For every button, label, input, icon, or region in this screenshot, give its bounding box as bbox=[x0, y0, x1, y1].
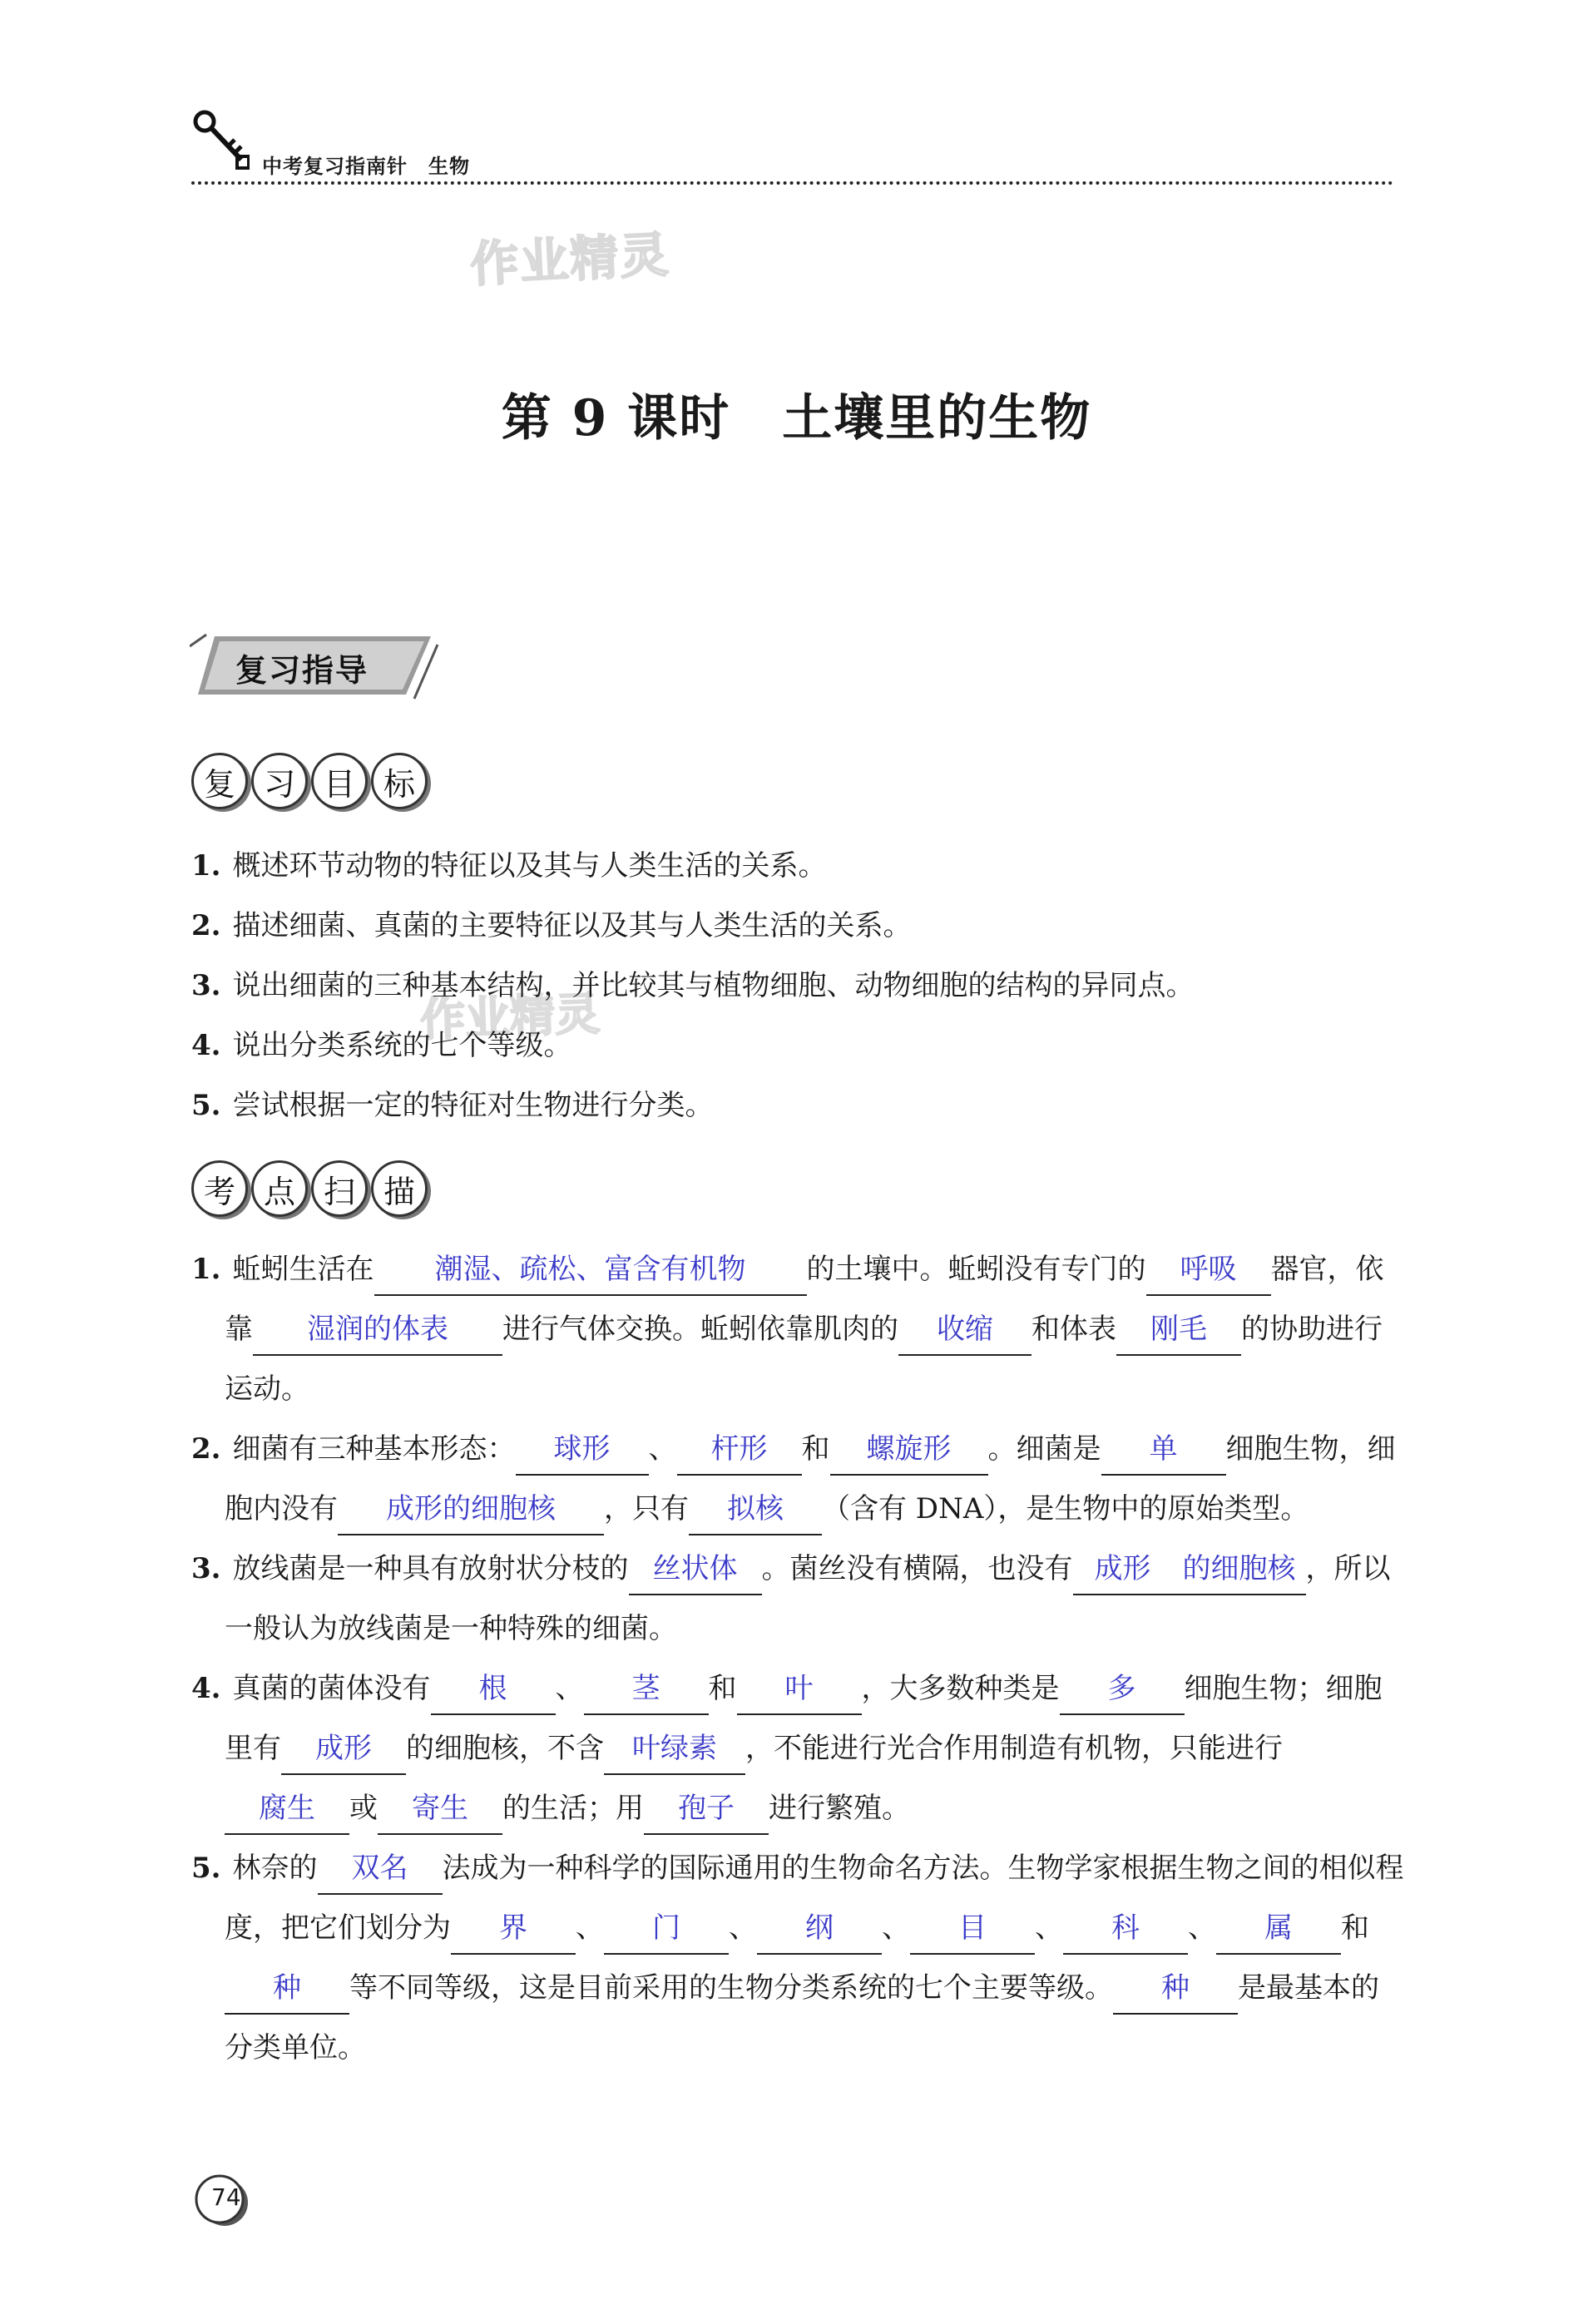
badge-label: 复习指导 bbox=[235, 652, 369, 689]
goals-heading bbox=[191, 753, 431, 819]
list-item: 4. 说出分类系统的七个等级。 bbox=[191, 1029, 572, 1062]
answer-blank: 拟核 bbox=[689, 1484, 822, 1535]
answer-blank: 螺旋形 bbox=[830, 1424, 988, 1476]
heading-char: 考 bbox=[191, 1160, 248, 1217]
scan-heading bbox=[191, 1160, 431, 1227]
page-header bbox=[191, 108, 1393, 183]
watermark: 作业精灵 bbox=[419, 987, 601, 1046]
heading-char: 目 bbox=[311, 753, 368, 809]
answer-blank: 茎 bbox=[584, 1664, 709, 1715]
answer-blank: 潮湿、疏松、富含有机物 bbox=[374, 1244, 807, 1296]
answer-blank: 寄生 bbox=[378, 1783, 502, 1835]
answer-blank: 多 bbox=[1060, 1664, 1185, 1715]
answer-blank: 目 bbox=[910, 1903, 1035, 1955]
heading-char: 复 bbox=[191, 753, 248, 809]
answer-blank: 科 bbox=[1063, 1903, 1188, 1955]
answer-blank: 球形 bbox=[516, 1424, 649, 1476]
answer-blank: 丝状体 bbox=[629, 1544, 762, 1595]
answer-blank: 呼吸 bbox=[1146, 1244, 1271, 1296]
section-badge bbox=[190, 628, 439, 703]
answer-blank: 根 bbox=[431, 1664, 556, 1715]
answer-blank: 种 bbox=[225, 1963, 349, 2015]
header-divider bbox=[191, 181, 1393, 185]
page-number: 74 bbox=[211, 2183, 241, 2211]
answer-blank: 单 bbox=[1101, 1424, 1226, 1476]
heading-char: 描 bbox=[371, 1160, 428, 1217]
answer-blank: 门 bbox=[604, 1903, 729, 1955]
answer-blank: 叶绿素 bbox=[604, 1723, 745, 1775]
lesson-title: 第 9 课时 土壤里的生物 bbox=[501, 389, 1092, 447]
question-1: 1. 蚯蚓生活在 潮湿、疏松、富含有机物 的土壤中。蚯蚓没有专门的 呼吸 器官，依靠 湿润的体表 进行气体交换。蚯蚓依靠肌肉的 收缩 和体表 刚毛 的协助进行运动。 bbox=[191, 1239, 1406, 1419]
answer-blank: 腐生 bbox=[225, 1783, 349, 1835]
list-item: 3. 说出细菌的三种基本结构，并比较其与植物细胞、动物细胞的结构的异同点。 bbox=[191, 969, 1195, 1002]
list-item: 5. 尝试根据一定的特征对生物进行分类。 bbox=[191, 1089, 714, 1122]
question-5: 5. 林奈的 双名 法成为一种科学的国际通用的生物命名方法。生物学家根据生物之间的相似程度，把它们划分为 界 、 门 、 纲 、 目 、 科 、 属 和种 等不同等级，这是目前采用的生物分类系统的七个主要等级。 种 是最基本的分类单位。 bbox=[191, 1838, 1406, 2078]
question-4: 4. 真菌的菌体没有 根 、 茎 和 叶 ，大多数种类是 多 细胞生物；细胞里有 成形 的细胞核，不含 叶绿素 ，不能进行光合作用制造有机物，只能进行腐生 或 寄生 的生活；用 孢子 进行繁殖。 bbox=[191, 1659, 1406, 1838]
answer-blank: 叶 bbox=[737, 1664, 862, 1715]
key-icon bbox=[191, 108, 250, 175]
list-item: 1. 概述环节动物的特征以及其与人类生活的关系。 bbox=[191, 849, 827, 883]
answer-blank: 成形 bbox=[1073, 1544, 1173, 1595]
answer-blank: 收缩 bbox=[898, 1304, 1031, 1356]
answer-blank: 界 bbox=[451, 1903, 576, 1955]
goals-list bbox=[191, 836, 1406, 1135]
answer-blank: 杆形 bbox=[677, 1424, 802, 1476]
answer-blank: 种 bbox=[1113, 1963, 1238, 2015]
answer-blank: 属 bbox=[1216, 1903, 1341, 1955]
heading-char: 习 bbox=[251, 753, 308, 809]
heading-char: 扫 bbox=[311, 1160, 368, 1217]
heading-char: 点 bbox=[251, 1160, 308, 1217]
answer-blank: 湿润的体表 bbox=[253, 1304, 502, 1356]
book-title: 中考复习指南针 生物 bbox=[262, 155, 470, 178]
answer-blank: 成形 bbox=[281, 1723, 406, 1775]
heading-char: 标 bbox=[371, 753, 428, 809]
answer-blank: 的细胞核 bbox=[1173, 1544, 1306, 1595]
list-item: 2. 描述细菌、真菌的主要特征以及其与人类生活的关系。 bbox=[191, 909, 912, 942]
answer-blank: 成形的细胞核 bbox=[338, 1484, 604, 1535]
question-2: 2. 细菌有三种基本形态： 球形 、 杆形 和 螺旋形 。细菌是 单 细胞生物，细胞内没有 成形的细胞核 ，只有 拟核 （含有 DNA），是生物中的原始类型。 bbox=[191, 1419, 1406, 1539]
answer-blank: 双名 bbox=[318, 1843, 443, 1895]
watermark: 作业精灵 bbox=[468, 225, 671, 294]
question-3: 3. 放线菌是一种具有放射状分枝的 丝状体 。菌丝没有横隔，也没有 成形 的细胞核 ，所以一般认为放线菌是一种特殊的细菌。 bbox=[191, 1539, 1406, 1659]
answer-blank: 纲 bbox=[757, 1903, 882, 1955]
answer-blank: 刚毛 bbox=[1116, 1304, 1241, 1356]
answer-blank: 孢子 bbox=[644, 1783, 769, 1835]
exercise-list bbox=[191, 1239, 1406, 2078]
